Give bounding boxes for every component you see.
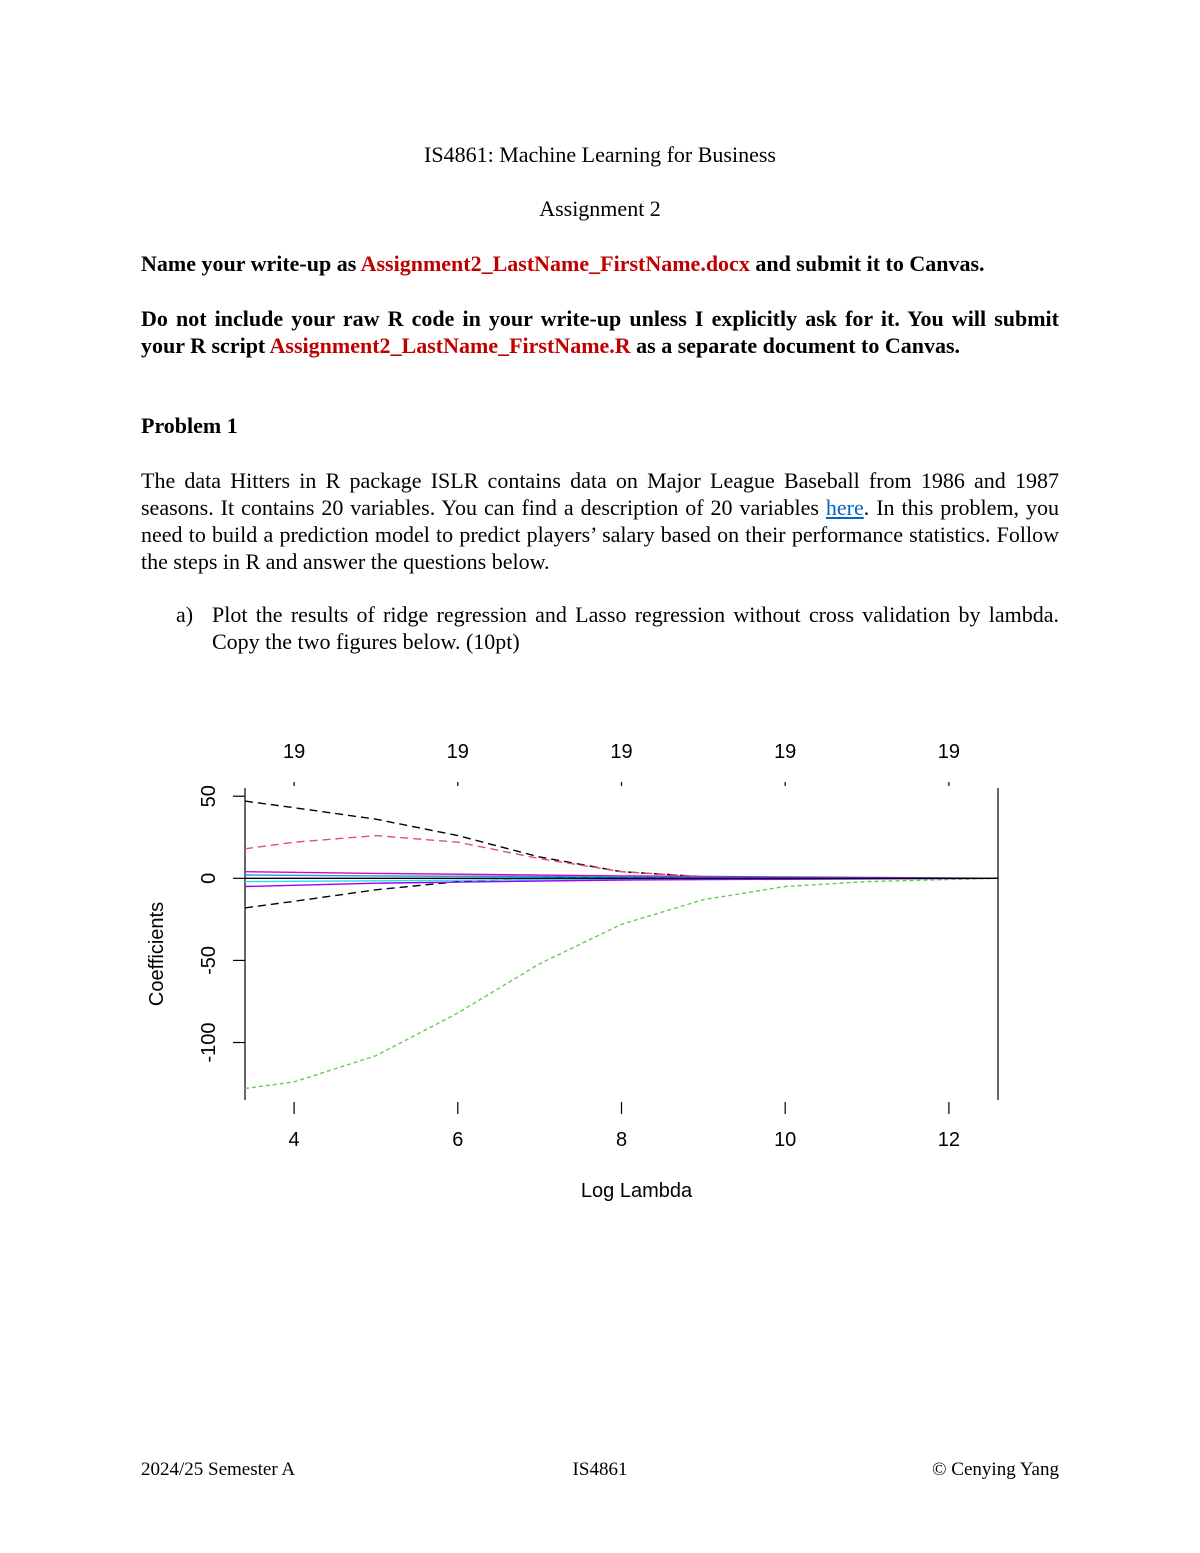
instruction-text: as a separate document to Canvas. [630,333,961,358]
y-axis-label: Coefficients [146,901,168,1007]
docx-filename: Assignment2_LastName_FirstName.docx [360,251,750,276]
r-filename: Assignment2_LastName_FirstName.R [269,333,631,358]
coefficient-path-chart [130,720,1030,1220]
footer-copyright: © Cenying Yang [932,1459,1059,1480]
problem-description [141,467,1059,575]
labels-layer [146,741,960,1202]
series-layer [245,801,998,1088]
y-tick-label: 0 [198,872,220,884]
instruction-text: Name your write-up as [141,251,361,276]
coefficient-path-3 [245,878,998,1088]
top-tick-label: 19 [446,741,469,763]
coefficient-path-2 [245,836,998,879]
top-tick-label: 19 [282,741,306,763]
top-tick-label: 19 [610,741,633,763]
x-tick-label: 10 [774,1129,797,1151]
x-axis-label: Log Lambda [580,1180,693,1202]
y-tick-label: -100 [198,1022,220,1063]
instruction-text: and submit it to Canvas. [749,251,985,276]
course-title: IS4861: Machine Learning for Business [424,142,776,167]
footer-course: IS4861 [572,1459,628,1480]
question-label: a) [176,602,194,627]
problem-text: The data Hitters in R package ISLR contains data on Major League Baseball from 1986 and 1987 seasons. It contains 20 variables. You can find a description of 20 variables [141,468,1059,520]
submission-instruction [141,250,1059,277]
coefficient-path-4 [245,878,998,908]
problem-text: . In this problem, you need to build a prediction model to predict players’ salary based on their performance statistics. Follow the steps in R and answer the questions below. [141,495,1059,574]
coefficient-path-8 [245,878,998,886]
question-text: Plot the results of ridge regression and Lasso regression without cross validation by lambda. Copy the two figures below. (10pt) [212,602,1059,654]
y-tick-label: 50 [198,785,220,808]
x-tick-label: 6 [452,1129,464,1151]
y-tick-label: -50 [198,945,220,975]
code-instruction [141,305,1059,359]
top-tick-label: 19 [774,741,797,763]
x-tick-label: 4 [288,1129,300,1151]
variables-link[interactable]: here [825,495,864,520]
instruction-text: Do not include your raw R code in your write-up unless I explicitly ask for it. You will submit your R script [141,306,1059,358]
footer-semester: 2024/25 Semester A [141,1459,296,1480]
x-tick-label: 12 [937,1129,961,1151]
assignment-title: Assignment 2 [539,196,661,221]
coefficient-path-1 [245,801,998,878]
top-tick-label: 19 [937,741,961,763]
x-tick-label: 8 [615,1129,628,1151]
problem-heading: Problem 1 [141,413,238,438]
